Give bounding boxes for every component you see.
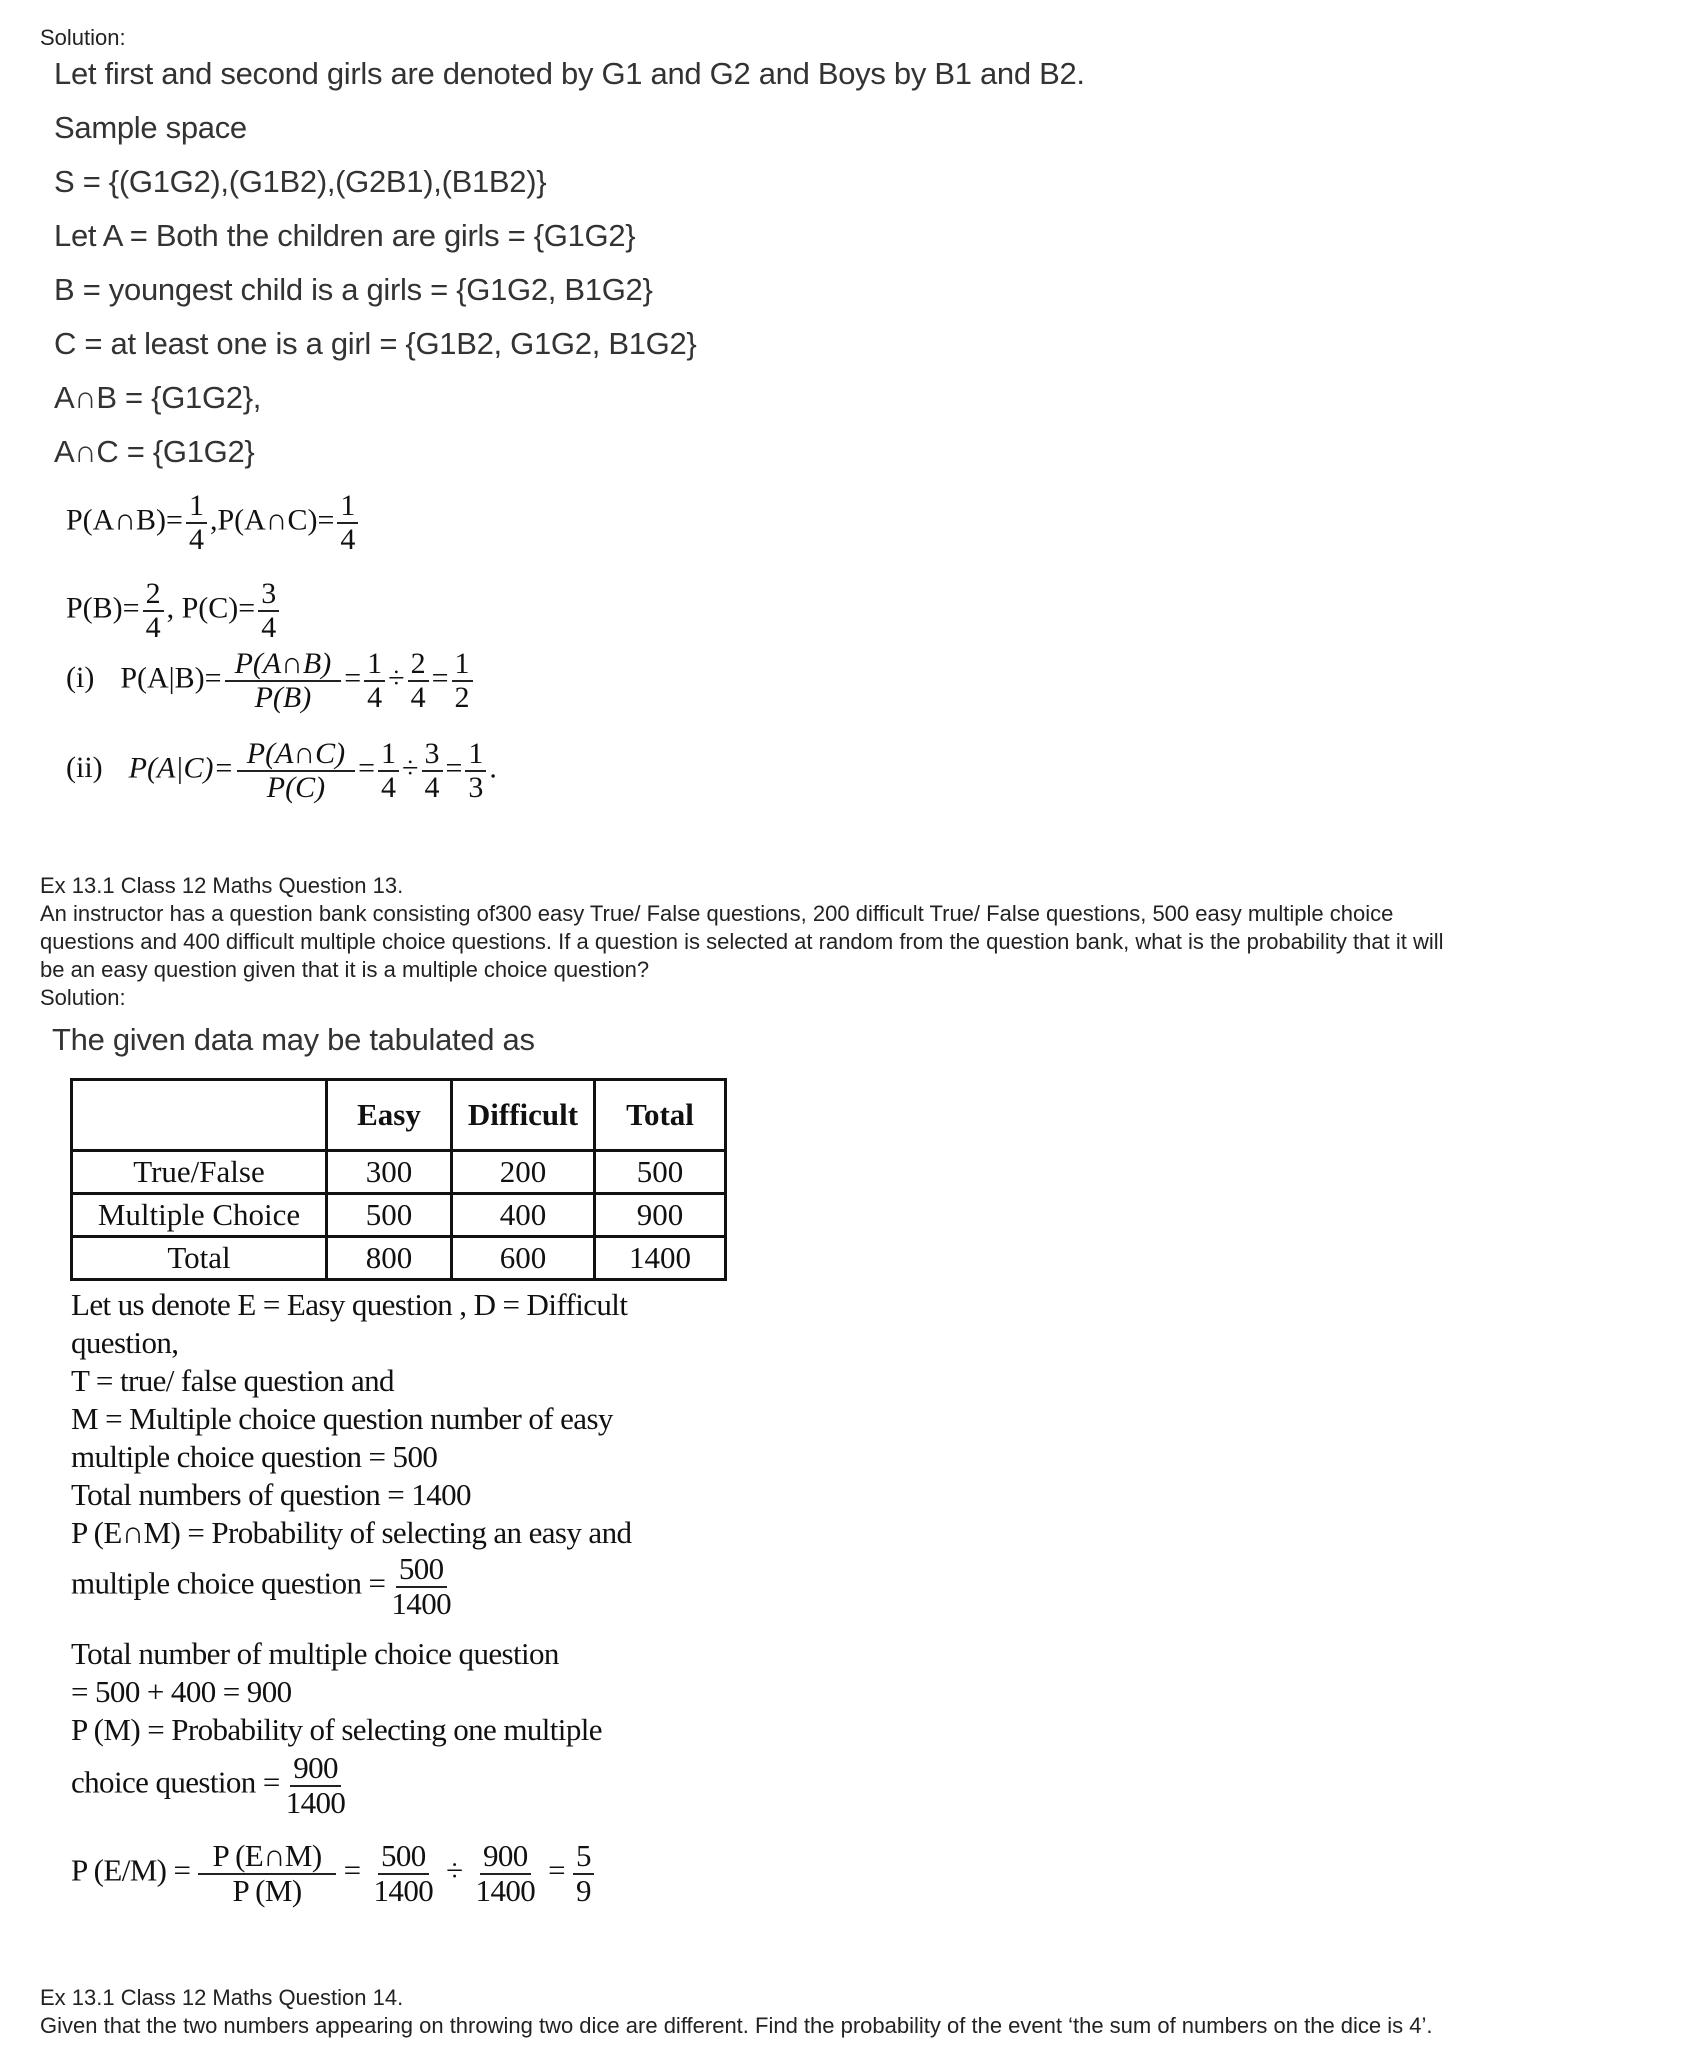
part-ii-lhs: P(A|C)= [128,751,234,785]
fraction [237,738,355,803]
numerator: 1 [378,738,399,772]
part-i-equation [66,648,476,713]
question-14-title: Ex 13.1 Class 12 Maths Question 14. [40,1985,404,2010]
prob-intersections [66,490,361,555]
numerator: 3 [258,578,279,612]
solution-line: Let first and second girls are denoted by G1 and G2 and Boys by B1 and B2. [54,56,1085,91]
table-cell: 900 [595,1194,726,1237]
solution-text-line: T = true/ false question and [71,1363,394,1398]
solution-text-line: multiple choice question = 500 [71,1439,438,1474]
numerator: 900 [290,1752,341,1787]
denominator: 4 [340,522,356,556]
numerator: 1 [337,490,358,524]
denominator: 4 [188,522,204,556]
denominator: 3 [468,770,484,804]
solution-label: Solution: [40,25,126,50]
part-ii-label: (ii) [66,751,103,785]
fraction [198,1840,335,1907]
numerator: 3 [422,738,443,772]
table-cell: 500 [595,1151,726,1194]
solution-line: C = at least one is a girl = {G1B2, G1G2, B1G2} [54,326,697,361]
denominator: 1400 [285,1784,346,1820]
table-row [72,1151,726,1194]
part-i-label: (i) [66,661,95,695]
numerator: 1 [465,738,486,772]
fraction [573,1840,594,1907]
p-c-label: , P(C)= [166,591,256,625]
question-13-text-line: be an easy question given that it is a multiple choice question? [40,957,650,982]
solution-text-line: = 500 + 400 = 900 [71,1674,292,1709]
numerator: P(A∩B) [225,648,342,682]
solution-line: A∩C = {G1G2} [54,434,255,469]
table-header-row [72,1080,726,1151]
numerator: 1 [452,648,473,682]
question-13-title: Ex 13.1 Class 12 Maths Question 13. [40,873,404,898]
p-e-and-m-line [71,1553,457,1620]
divide-sign: ÷ [402,751,419,785]
solution-text-line: M = Multiple choice question number of easy [71,1401,613,1436]
denominator: P(B) [254,680,312,714]
table-cell: True/False [72,1151,327,1194]
numerator: 1 [186,490,207,524]
question-bank-table [70,1078,727,1281]
numerator: 5 [573,1840,594,1875]
table-header-cell: Easy [327,1080,452,1151]
denominator: 2 [454,680,470,714]
fraction [283,1752,349,1819]
p-ab-label: P(A∩B)= [66,503,183,537]
solution-text-line: Total number of multiple choice question [71,1636,559,1671]
fraction [143,578,164,643]
question-13-text-line: questions and 400 difficult multiple choice questions. If a question is selected at random from the question bank, what is the probability that it will [40,929,1444,954]
numerator: 500 [396,1553,447,1588]
numerator: P(A∩C) [237,738,355,772]
question-13-text-line: An instructor has a question bank consisting of300 easy True/ False questions, 200 difficult True/ False questions, 500 easy multiple choice [40,901,1394,926]
denominator: 1400 [373,1872,434,1908]
fraction [337,490,358,555]
divide-sign: ÷ [446,1852,463,1888]
table-cell: 600 [452,1237,595,1280]
solution-line: A∩B = {G1G2}, [54,380,262,415]
numerator: 500 [378,1840,429,1875]
table-intro: The given data may be tabulated as [52,1022,535,1057]
fraction [378,738,399,803]
solution-line: S = {(G1G2),(G1B2),(G2B1),(B1B2)} [54,164,547,199]
divide-sign: ÷ [388,661,405,695]
denominator: 4 [145,610,161,644]
table-row [72,1194,726,1237]
fraction [465,738,486,803]
table-cell: Total [72,1237,327,1280]
equals-sign: = [344,661,362,695]
fraction [225,648,342,713]
equals-sign: = [343,1852,361,1888]
denominator: 4 [424,770,440,804]
denominator: 4 [410,680,426,714]
equals-sign: = [431,661,449,695]
table-cell: 400 [452,1194,595,1237]
equals-sign: = [445,751,463,785]
part-i-lhs: P(A|B)= [120,661,222,695]
fraction [258,578,279,643]
denominator: 4 [261,610,277,644]
p-m-line [71,1752,351,1819]
fraction [388,1553,454,1620]
fraction [422,738,443,803]
equals-sign: = [358,751,376,785]
fraction [452,648,473,713]
denominator: P(C) [266,770,326,804]
fraction [473,1840,539,1907]
table-header-cell: Difficult [452,1080,595,1151]
table-cell: 500 [327,1194,452,1237]
denominator: 1400 [391,1585,452,1621]
solution-line: Let A = Both the children are girls = {G1G2} [54,218,636,253]
fraction [371,1840,437,1907]
p-ac-label: ,P(A∩C)= [209,503,335,537]
denominator: 9 [576,1872,591,1908]
solution-line: B = youngest child is a girls = {G1G2, B1G2} [54,272,653,307]
fraction [408,648,429,713]
table-row [72,1237,726,1280]
prob-events [66,578,282,643]
table-header-cell: Total [595,1080,726,1151]
final-lhs: P (E/M) = [71,1852,191,1888]
numerator: 1 [364,648,385,682]
part-ii-equation [66,738,497,803]
table-cell: 200 [452,1151,595,1194]
p-m-text: choice question = [71,1764,280,1800]
table-cell: 800 [327,1237,452,1280]
denominator: 4 [381,770,397,804]
numerator: 2 [143,578,164,612]
solution-line: Sample space [54,110,247,145]
table-header-cell [72,1080,327,1151]
denominator: 1400 [475,1872,536,1908]
solution-label: Solution: [40,985,126,1010]
table-cell: Multiple Choice [72,1194,327,1237]
solution-text-line: P (E∩M) = Probability of selecting an easy and [71,1515,632,1550]
final-equation [71,1840,602,1907]
solution-text-line: Total numbers of question = 1400 [71,1477,471,1512]
numerator: 2 [408,648,429,682]
table-cell: 1400 [595,1237,726,1280]
solution-text-line: Let us denote E = Easy question , D = Difficult [71,1287,628,1322]
fraction [364,648,385,713]
denominator: 4 [367,680,383,714]
fraction [186,490,207,555]
solution-text-line: P (M) = Probability of selecting one multiple [71,1712,602,1747]
table-cell: 300 [327,1151,452,1194]
denominator: P (M) [232,1872,302,1908]
p-e-and-m-text: multiple choice question = [71,1565,386,1601]
solution-text-line: question, [71,1325,179,1360]
question-14-text: Given that the two numbers appearing on throwing two dice are different. Find the probability of the event ‘the sum of numbers on the dice is 4’. [40,2013,1433,2038]
p-b-label: P(B)= [66,591,140,625]
numerator: P (E∩M) [198,1840,335,1875]
equals-sign: = [548,1852,566,1888]
numerator: 900 [480,1840,531,1875]
period: . [489,751,497,785]
